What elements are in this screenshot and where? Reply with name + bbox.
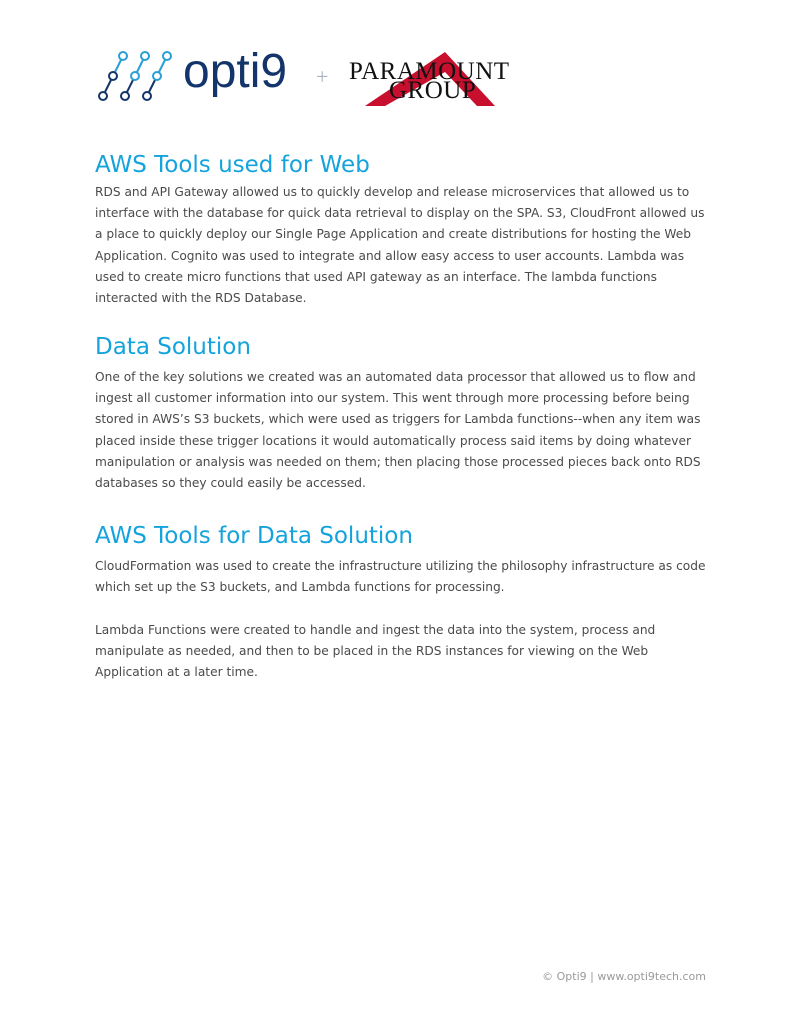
- section-paragraph-cloudformation: CloudFormation was used to create the infrastructure utilizing the philosophy infrastructure as code which set up the S3 buckets, and Lambda functions for processing.: [95, 559, 706, 595]
- section-paragraph-lambda: Lambda Functions were created to handle and ingest the data into the system, process and manipulate as needed, and then to be placed in the RDS instances for viewing on the Web Application at a later time.: [95, 623, 656, 680]
- paramount-wordmark: PARAMOUNT: [349, 58, 510, 85]
- plus-sign: +: [316, 64, 329, 89]
- group-wordmark: GROUP: [389, 77, 477, 104]
- section-heading-web-tools: AWS Tools used for Web: [95, 152, 370, 178]
- footer-copyright: © Opti9 | www.opti9tech.com: [542, 970, 706, 983]
- section-paragraph-web-tools: RDS and API Gateway allowed us to quickly develop and release microservices that allowed us to interface with the database for quick data retrieval to display on the SPA. S3, CloudFront allowed us a place to quickly deploy our Single Page Application and create distributions for hosting the Web Application. Cognito was used to integrate and allow easy access to user accounts. Lambda was used to create micro functions that used API gateway as an interface. The lambda functions interacted with the RDS Database.: [95, 185, 705, 306]
- header-logos: [95, 44, 535, 110]
- section-heading-data-solution: Data Solution: [95, 334, 251, 360]
- opti9-logo-icon: [95, 44, 183, 106]
- section-paragraph-data-solution: One of the key solutions we created was an automated data processor that allowed us to flow and ingest all customer information into our system. This went through more processing before being stored in AWS’s S3 buckets, which were used as triggers for Lambda functions--when any item was placed inside these trigger locations it would automatically process said items by doing whatever manipulation or analysis was needed on them; then placing those processed pieces back onto RDS databases so they could easily be accessed.: [95, 370, 701, 491]
- opti9-wordmark: opti9: [183, 45, 288, 98]
- section-heading-data-tools: AWS Tools for Data Solution: [95, 523, 413, 549]
